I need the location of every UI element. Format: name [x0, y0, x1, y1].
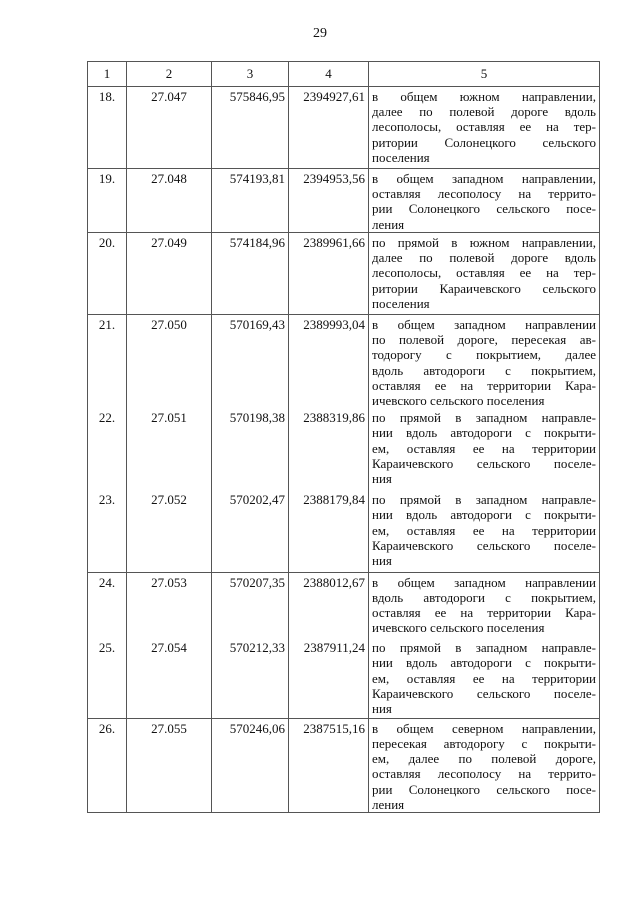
description-line: ем, оставляя ее на территории [372, 670, 596, 686]
description-line: поселения [372, 149, 430, 165]
point-number: 27.053 [127, 572, 212, 638]
coordinate-x: 570212,33 [212, 638, 289, 718]
point-number: 27.055 [127, 718, 212, 812]
boundary-description [369, 490, 600, 572]
description-line: лесополосы, оставляя ее на тер- [372, 265, 596, 281]
coordinate-y: 2389993,04 [289, 315, 369, 409]
boundary-description [369, 169, 600, 233]
coordinate-x: 574184,96 [212, 233, 289, 315]
description-line: по прямой в западном направле- [372, 492, 596, 508]
row-number: 20. [88, 233, 127, 315]
point-number: 27.047 [127, 87, 212, 169]
table-row [88, 169, 600, 233]
description-line: нии вдоль автодороги с покрыти- [372, 507, 596, 523]
description-line: лесополосы, оставляя ее на тер- [372, 119, 596, 135]
description-line: ритории Солонецкого сельского [372, 134, 596, 150]
description-line: Караичевского сельского поселе- [372, 537, 596, 553]
table-row [88, 315, 600, 409]
table-row [88, 638, 600, 718]
point-number: 27.054 [127, 638, 212, 718]
description-line: вдоль автодороги с покрытием, [372, 362, 596, 378]
description-line: поселения [372, 295, 430, 311]
row-number: 21. [88, 315, 127, 409]
coordinate-x: 570246,06 [212, 718, 289, 812]
description-line: далее по полевой дороге вдоль [372, 250, 596, 266]
description-line: ем, далее по полевой дороге, [372, 751, 596, 767]
description-line: ния [372, 701, 392, 717]
row-number: 25. [88, 638, 127, 718]
description-line: рии Солонецкого сельского посе- [372, 201, 596, 217]
description-line: ичевского сельского поселения [372, 620, 545, 636]
row-number: 24. [88, 572, 127, 638]
description-line: оставляя ее на территории Кара- [372, 605, 596, 621]
header-cell-1: 1 [88, 62, 127, 87]
description-line: в общем южном направлении, [372, 89, 596, 104]
description-line: по полевой дороге, пересекая ав- [372, 332, 596, 348]
description-line: ления [372, 216, 405, 232]
header-cell-3: 3 [212, 62, 289, 87]
boundary-description [369, 572, 600, 638]
table-row [88, 408, 600, 490]
point-number: 27.049 [127, 233, 212, 315]
boundary-table [87, 61, 600, 813]
table-row [88, 572, 600, 638]
description-line: по прямой в западном направле- [372, 640, 596, 656]
coordinate-y: 2388319,86 [289, 408, 369, 490]
coordinate-y: 2388012,67 [289, 572, 369, 638]
page-number: 29 [313, 26, 327, 41]
description-line: оставляя ее на территории Кара- [372, 377, 596, 393]
coordinate-x: 574193,81 [212, 169, 289, 233]
coordinate-x: 570169,43 [212, 315, 289, 409]
description-line: рии Солонецкого сельского посе- [372, 781, 596, 797]
table-body [88, 87, 600, 813]
description-line: оставляя лесополосу на террито- [372, 186, 596, 202]
coordinate-y: 2387515,16 [289, 718, 369, 812]
description-line: ния [372, 553, 392, 569]
coordinate-y: 2394927,61 [289, 87, 369, 169]
description-line: оставляя лесополосу на террито- [372, 766, 596, 782]
description-line: нии вдоль автодороги с покрыти- [372, 425, 596, 441]
description-line: Караичевского сельского поселе- [372, 455, 596, 471]
row-number: 18. [88, 87, 127, 169]
coordinate-x: 570207,35 [212, 572, 289, 638]
boundary-description [369, 408, 600, 490]
row-number: 22. [88, 408, 127, 490]
description-line: ления [372, 796, 405, 812]
row-number: 23. [88, 490, 127, 572]
description-line: далее по полевой дороге вдоль [372, 104, 596, 120]
row-number: 26. [88, 718, 127, 812]
boundary-description [369, 87, 600, 169]
coordinate-x: 570198,38 [212, 408, 289, 490]
boundary-description [369, 315, 600, 409]
coordinate-y: 2387911,24 [289, 638, 369, 718]
coordinate-x: 575846,95 [212, 87, 289, 169]
point-number: 27.048 [127, 169, 212, 233]
header-row [88, 62, 600, 87]
boundary-description [369, 638, 600, 718]
coordinate-y: 2394953,56 [289, 169, 369, 233]
description-line: в общем северном направлении, [372, 720, 596, 736]
description-line: ния [372, 471, 392, 487]
description-line: нии вдоль автодороги с покрыти- [372, 655, 596, 671]
description-line: Караичевского сельского поселе- [372, 685, 596, 701]
description-line: в общем западном направлении, [372, 171, 596, 186]
table-row [88, 718, 600, 812]
header-cell-4: 4 [289, 62, 369, 87]
boundary-description [369, 233, 600, 315]
description-line: ритории Караичевского сельского [372, 280, 596, 296]
description-line: в общем западном направлении [372, 317, 596, 332]
description-line: тодорогу с покрытием, далее [372, 347, 596, 363]
description-line: ем, оставляя ее на территории [372, 522, 596, 538]
point-number: 27.050 [127, 315, 212, 409]
description-line: ичевского сельского поселения [372, 393, 545, 409]
boundary-description [369, 718, 600, 812]
header-cell-2: 2 [127, 62, 212, 87]
coordinate-y: 2388179,84 [289, 490, 369, 572]
description-line: по прямой в западном направле- [372, 410, 596, 426]
coordinate-x: 570202,47 [212, 490, 289, 572]
point-number: 27.052 [127, 490, 212, 572]
description-line: по прямой в южном направлении, [372, 235, 596, 250]
header-cell-5: 5 [369, 62, 600, 87]
table-row [88, 87, 600, 169]
coordinate-y: 2389961,66 [289, 233, 369, 315]
description-line: ем, оставляя ее на территории [372, 440, 596, 456]
description-line: вдоль автодороги с покрытием, [372, 589, 596, 605]
point-number: 27.051 [127, 408, 212, 490]
table-row [88, 490, 600, 572]
description-line: в общем западном направлении [372, 574, 596, 590]
description-line: пересекая автодорогу с покрыти- [372, 735, 596, 751]
row-number: 19. [88, 169, 127, 233]
table-row [88, 233, 600, 315]
